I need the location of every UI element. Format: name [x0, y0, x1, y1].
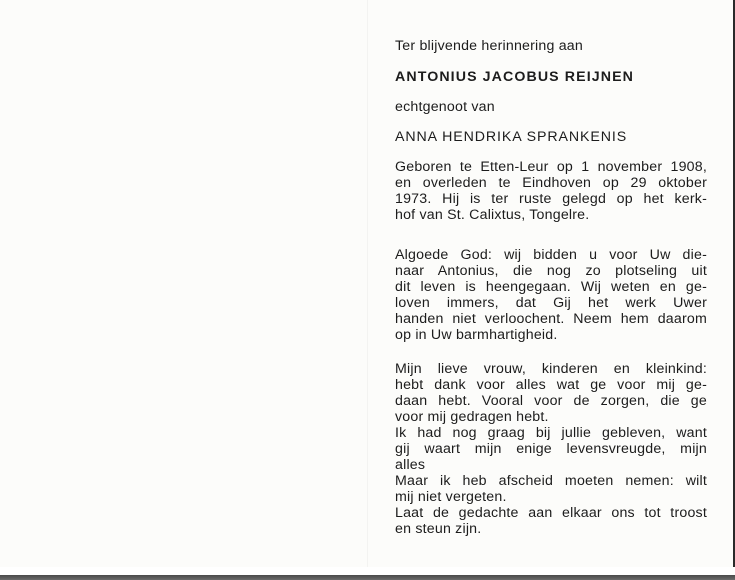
- deceased-name: ANTONIUS JACOBUS REIJNEN: [395, 69, 634, 85]
- bio-line: 1973. Hij is ter ruste gelegd op het kerk-: [395, 191, 707, 207]
- prayer-line: dit leven is heengegaan. Wij weten en ge-: [395, 279, 707, 295]
- farewell-line: hebt dank voor alles wat ge voor mij ge-: [395, 377, 707, 393]
- prayer-paragraph: [395, 247, 707, 343]
- farewell-line: Laat de gedachte aan elkaar ons tot troost: [395, 505, 707, 521]
- farewell-line: gij waart mijn enige levensvreugde, mijn: [395, 441, 707, 457]
- farewell-line: Ik had nog graag bij jullie gebleven, want: [395, 425, 707, 441]
- farewell-line: en steun zijn.: [395, 521, 482, 537]
- farewell-line: daan hebt. Vooral voor de zorgen, die ge: [395, 393, 707, 409]
- prayer-line: op in Uw barmhartigheid.: [395, 327, 558, 343]
- intro-line: Ter blijvende herinnering aan: [395, 38, 583, 54]
- farewell-paragraph: [395, 361, 707, 537]
- biography-paragraph: [395, 159, 707, 223]
- prayer-line: Algoede God: wij bidden u voor Uw die-: [395, 247, 707, 263]
- farewell-line: alles: [395, 457, 426, 473]
- farewell-line: Maar ik heb afscheid moeten nemen: wilt: [395, 473, 707, 489]
- farewell-line: Mijn lieve vrouw, kinderen en kleinkind:: [395, 361, 707, 377]
- farewell-line: voor mij gedragen hebt.: [395, 409, 549, 425]
- card-text-column: [395, 38, 707, 537]
- scan-bottom-edge: [0, 567, 735, 580]
- prayer-line: loven immers, dat Gij het werk Uwer: [395, 295, 707, 311]
- bio-line: en overleden te Eindhoven op 29 oktober: [395, 175, 707, 191]
- card-fold: [367, 0, 368, 567]
- spouse-name: ANNA HENDRIKA SPRANKENIS: [395, 129, 628, 145]
- prayer-line: naar Antonius, die nog zo plotseling uit: [395, 263, 707, 279]
- bio-line: hof van St. Calixtus, Tongelre.: [395, 207, 590, 223]
- farewell-line: mij niet vergeten.: [395, 489, 507, 505]
- bio-line: Geboren te Etten-Leur op 1 november 1908,: [395, 159, 707, 175]
- spouse-label: echtgenoot van: [395, 99, 495, 115]
- prayer-line: handen niet verloochent. Neem hem daarom: [395, 311, 707, 327]
